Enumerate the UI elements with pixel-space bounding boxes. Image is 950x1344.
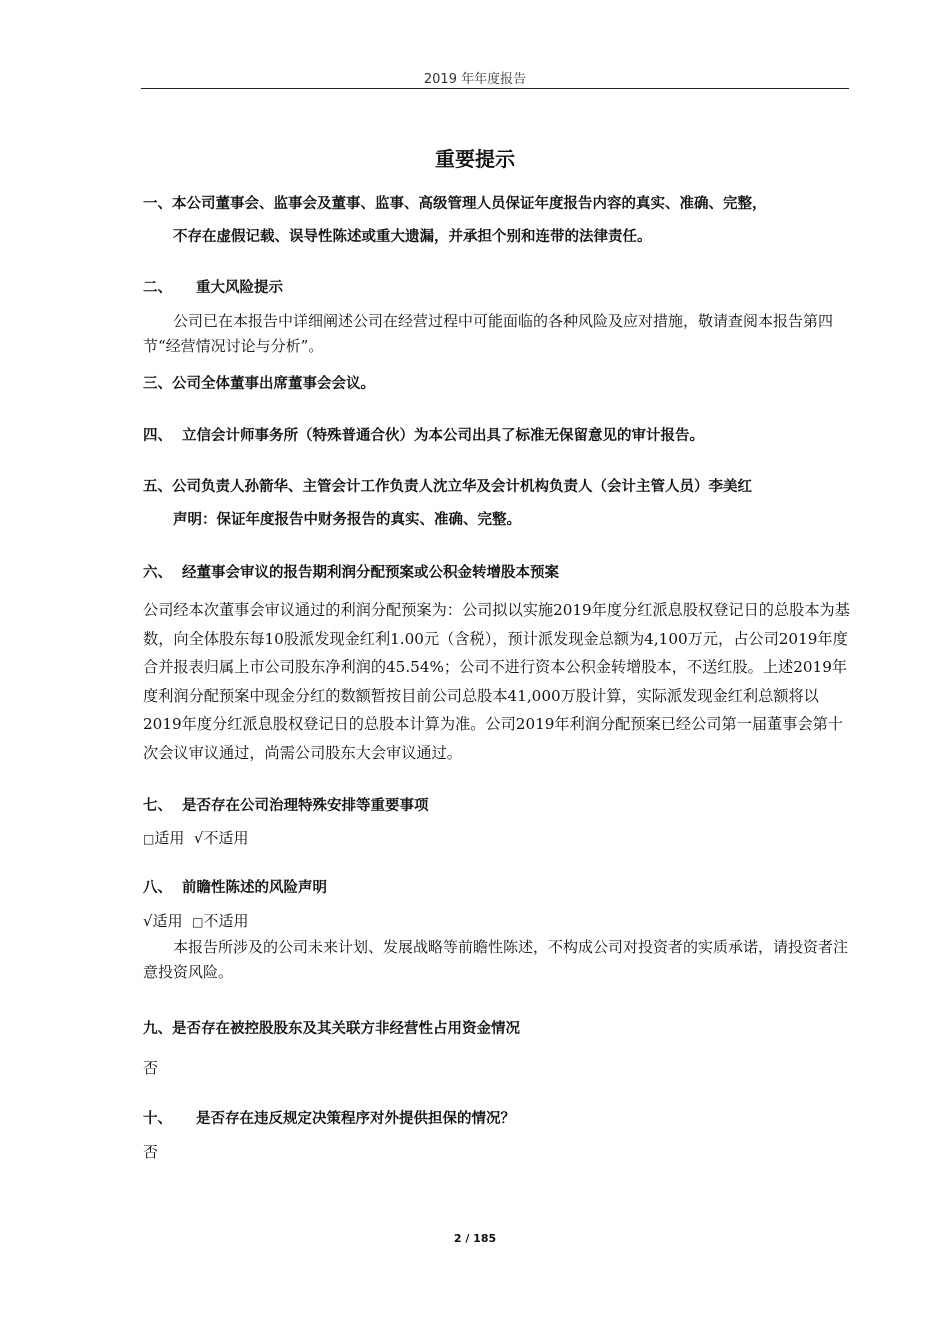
page-title: 重要提示	[435, 147, 515, 171]
section-1-line-2: 不存在虚假记载、误导性陈述或重大遗漏，并承担个别和连带的法律责任。	[173, 229, 652, 245]
section-2-title: 重大风险提示	[196, 280, 283, 296]
section-6-title: 经董事会审议的报告期利润分配预案或公积金转增股本预案	[182, 565, 559, 581]
check-mark-icon: √	[193, 829, 204, 847]
section-2-number: 二、	[143, 280, 172, 296]
section-7-title: 是否存在公司治理特殊安排等重要事项	[182, 798, 429, 814]
section-6-heading	[143, 563, 853, 583]
section-2-body: 公司已在本报告中详细阐述公司在经营过程中可能面临的各种风险及应对措施，敬请查阅本报告第四节“经营情况讨论与分析”。	[143, 312, 834, 355]
option-applicable: 适用	[154, 829, 185, 847]
section-4-number: 四、	[143, 428, 172, 444]
header-divider	[141, 88, 849, 89]
section-8-heading	[143, 878, 853, 898]
section-7-options	[143, 828, 853, 849]
section-4	[143, 426, 853, 446]
section-5-line-1: 五、公司负责人孙箭华、主管会计工作负责人沈立华及会计机构负责人（会计主管人员）李美红	[143, 479, 752, 495]
section-9-heading: 九、是否存在被控股股东及其关联方非经营性占用资金情况	[143, 1021, 520, 1037]
checkbox-empty-icon: □	[192, 915, 204, 929]
section-3: 三、公司全体董事出席董事会会议。	[143, 376, 375, 392]
section-9-answer: 否	[143, 1059, 159, 1077]
section-8-title: 前瞻性陈述的风险声明	[182, 880, 327, 896]
section-10-answer: 否	[143, 1143, 159, 1161]
running-header: 2019 年年度报告	[423, 72, 527, 87]
section-7-number: 七、	[143, 798, 172, 814]
section-2-heading	[143, 278, 853, 298]
section-10-title: 是否存在违反规定决策程序对外提供担保的情况？	[196, 1111, 515, 1127]
section-8-number: 八、	[143, 880, 172, 896]
section-1	[143, 188, 853, 254]
section-10-number: 十、	[143, 1111, 172, 1127]
section-5-line-2: 声明：保证年度报告中财务报告的真实、准确、完整。	[173, 512, 521, 528]
section-4-text: 立信会计师事务所（特殊普通合伙）为本公司出具了标准无保留意见的审计报告。	[182, 428, 704, 444]
section-6-number: 六、	[143, 565, 172, 581]
option-not-applicable: 不适用	[203, 912, 249, 930]
section-10-heading	[143, 1109, 853, 1129]
section-8-body: 本报告所涉及的公司未来计划、发展战略等前瞻性陈述，不构成公司对投资者的实质承诺，请投资者注意投资风险。	[143, 938, 849, 981]
option-applicable: 适用	[152, 912, 183, 930]
section-1-line-1: 一、本公司董事会、监事会及董事、监事、高级管理人员保证年度报告内容的真实、准确、完整，	[143, 196, 767, 212]
option-not-applicable: 不适用	[203, 829, 249, 847]
checkbox-empty-icon: □	[143, 832, 155, 846]
section-7-heading	[143, 796, 853, 816]
section-5	[143, 471, 853, 537]
check-mark-icon: √	[143, 912, 153, 930]
page-number: 2 / 185	[453, 1232, 497, 1245]
section-8-options	[143, 911, 853, 932]
section-6-body: 公司经本次董事会审议通过的利润分配预案为：公司拟以实施2019年度分红派息股权登记日的总股本为基数，向全体股东每10股派发现金红利1.00元（含税），预计派发现金总额为4,100万元，占公司2019年度合并报表归属上市公司股东净利润的45.54%；公司不进行资本公积金转增股本，不送红股。上述2019年度利润分配预案中现金分红的数额暂按目前公司总股本41,000万股计算，实际派发现金红利总额将以2019年度分红派息股权登记日的总股本计算为准。公司2019年利润分配预案已经公司第一届董事会第十次会议审议通过，尚需公司股东大会审议通过。	[143, 601, 850, 762]
